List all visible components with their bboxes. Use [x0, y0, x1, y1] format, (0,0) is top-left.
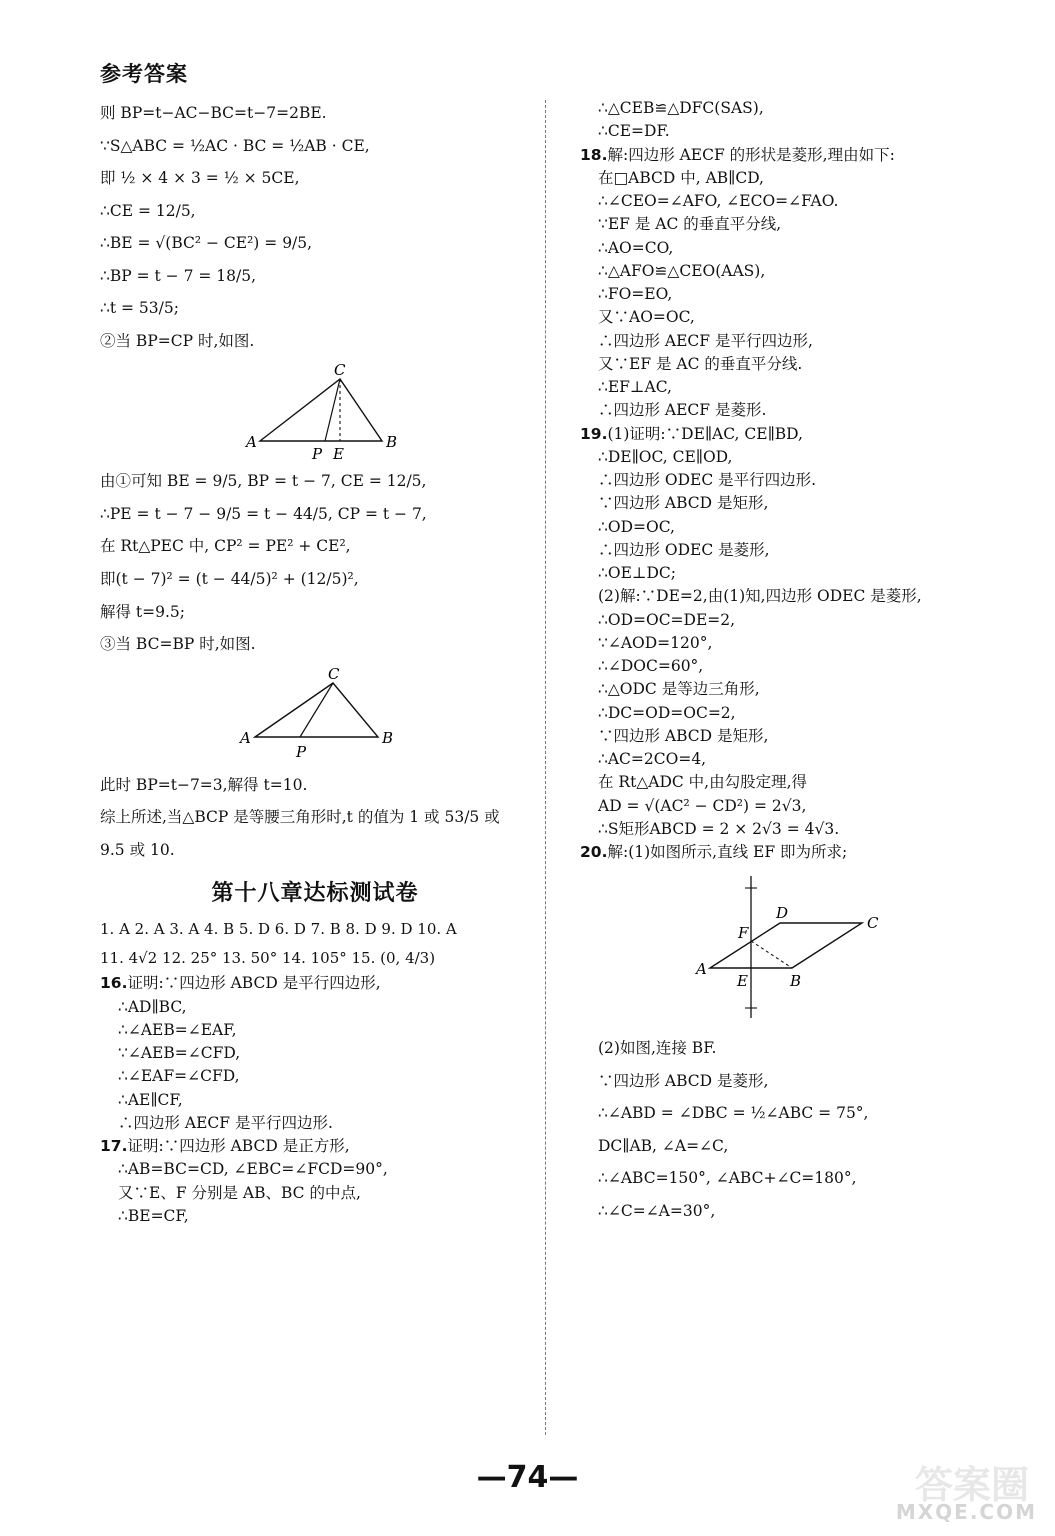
text-line: 即 ½ × 4 × 3 = ½ × 5CE,	[100, 169, 300, 188]
text-line: ∴△CEB≌△DFC(SAS),	[598, 99, 764, 117]
fig3-label-d: D	[776, 904, 789, 923]
text-line: ∵∠AOD=120°,	[598, 633, 713, 652]
triangle-figure-bp-cp	[100, 361, 530, 461]
text-line: ∴∠AEB=∠EAF,	[118, 1020, 237, 1039]
text-line: ∴OD=OC=DE=2,	[598, 610, 736, 629]
text-line: DC∥AB, ∠A=∠C,	[598, 1136, 729, 1155]
text-line: 又∵E、F 分别是 AB、BC 的中点,	[118, 1183, 361, 1202]
question-20	[580, 841, 1020, 1228]
text-line: ∴DC=OD=OC=2,	[598, 703, 736, 722]
text-line: ∴BE=CF,	[118, 1206, 189, 1225]
text-line: 又∵AO=OC,	[598, 308, 695, 327]
fig2-label-p: P	[296, 742, 307, 761]
text-line: ∴BE = √(BC² − CE²) = 9/5,	[100, 234, 313, 253]
text-line: 在 Rt△PEC 中, CP² = PE² + CE²,	[100, 537, 351, 556]
fig2-label-c: C	[328, 664, 340, 683]
text-line: 综上所述,当△BCP 是等腰三角形时,t 的值为 1 或 53/5 或	[100, 808, 500, 827]
question-number: 16.	[100, 974, 128, 993]
section-title: 第十八章达标测试卷	[211, 881, 419, 907]
text-line: ∴∠C=∠A=30°,	[598, 1201, 716, 1220]
text-line: ∴FO=EO,	[598, 285, 673, 303]
answers-row: 1. A 2. A 3. A 4. B 5. D 6. D 7. B 8. D 9. D 10. A	[100, 920, 457, 939]
fig2-label-a: A	[240, 728, 251, 747]
text-line: 9.5 或 10.	[100, 840, 175, 859]
text-line: AD = √(AC² − CD²) = 2√3,	[598, 796, 807, 815]
text-line: 又∵EF 是 AC 的垂直平分线.	[598, 354, 803, 373]
question-18	[580, 144, 1020, 423]
fig3-label-e: E	[737, 972, 748, 991]
text-line: 在 Rt△ADC 中,由勾股定理,得	[598, 773, 808, 792]
watermark-logo	[867, 1454, 1037, 1524]
text-line: 解:四边形 AECF 的形状是菱形,理由如下:	[607, 145, 895, 164]
text-line: ∴∠ABD = ∠DBC = ½∠ABC = 75°,	[598, 1104, 869, 1123]
fig3-label-b: B	[790, 972, 802, 991]
text-line: 证明:∵四边形 ABCD 是平行四边形,	[127, 974, 381, 993]
text-line: ∴AC=2CO=4,	[598, 750, 707, 768]
page-header: 参考答案	[100, 62, 188, 86]
text-line: 此时 BP=t−7=3,解得 t=10.	[100, 775, 308, 794]
text-line: ∴DE∥OC, CE∥OD,	[598, 447, 733, 466]
text-line: ∴四边形 AECF 是平行四边形.	[118, 1113, 333, 1132]
text-line: 解:(1)如图所示,直线 EF 即为所求;	[607, 843, 848, 861]
text-line: 则 BP=t−AC−BC=t−7=2BE.	[100, 104, 327, 122]
question-number: 17.	[100, 1137, 128, 1156]
triangle-figure-bc-bp	[100, 665, 530, 765]
fig1-label-c: C	[334, 361, 346, 380]
column-separator	[545, 100, 546, 1435]
text-line: (1)证明:∵DE∥AC, CE∥BD,	[607, 424, 803, 443]
text-line: ②当 BP=CP 时,如图.	[100, 331, 255, 350]
fig1-label-e: E	[333, 445, 344, 462]
text-line: ∴AO=CO,	[598, 238, 674, 257]
page-number: —74—	[476, 1460, 579, 1495]
text-line: 在□ABCD 中, AB∥CD,	[598, 168, 764, 187]
text-line: ∴AE∥CF,	[118, 1090, 183, 1109]
text-line: ∴OE⊥DC;	[598, 564, 676, 582]
choice-answers	[100, 915, 530, 972]
fig3-label-f: F	[738, 924, 749, 943]
text-line: ∴EF⊥AC,	[598, 378, 672, 396]
text-line: ∵S△ABC = ½AC · BC = ½AB · CE,	[100, 136, 370, 155]
text-line: ∴t = 53/5;	[100, 299, 179, 318]
text-line: ∴四边形 AECF 是平行四边形,	[598, 331, 813, 350]
text-line: ∴∠ABC=150°, ∠ABC+∠C=180°,	[598, 1169, 857, 1188]
text-line: ∴∠DOC=60°,	[598, 657, 704, 675]
watermark-url: MXQE.COM	[895, 1500, 1037, 1524]
text-line: 证明:∵四边形 ABCD 是正方形,	[127, 1137, 350, 1156]
question-number: 18.	[580, 145, 608, 164]
text-line: ∴△AFO≌△CEO(AAS),	[598, 261, 766, 280]
fig3-label-c: C	[867, 914, 879, 933]
text-line: ∴CE = 12/5,	[100, 201, 196, 220]
text-line: ∴四边形 ODEC 是菱形,	[598, 540, 770, 559]
text-line: 由①可知 BE = 9/5, BP = t − 7, CE = 12/5,	[100, 472, 427, 491]
fig3-label-a: A	[696, 960, 707, 979]
text-line: ∴四边形 AECF 是菱形.	[598, 401, 767, 420]
text-line: ∵四边形 ABCD 是矩形,	[598, 726, 769, 745]
text-line: ∴△ODC 是等边三角形,	[598, 680, 760, 699]
text-line: ∴CE=DF.	[598, 122, 670, 141]
left-column	[100, 97, 530, 1228]
fig1-label-p: P	[312, 445, 323, 462]
text-line: (2)解:∵DE=2,由(1)知,四边形 ODEC 是菱形,	[598, 587, 922, 606]
text-line: ∴OD=OC,	[598, 517, 675, 536]
question-16	[100, 972, 530, 1135]
question-number: 19.	[580, 424, 608, 443]
text-line: ∵∠AEB=∠CFD,	[118, 1044, 241, 1063]
fig1-label-a: A	[246, 433, 257, 452]
text-line: ∴∠CEO=∠AFO, ∠ECO=∠FAO.	[598, 192, 839, 210]
text-line: ∵四边形 ABCD 是菱形,	[598, 1071, 769, 1090]
question-number: 20.	[580, 843, 608, 861]
text-line: ∴∠EAF=∠CFD,	[118, 1067, 240, 1086]
text-line: ③当 BC=BP 时,如图.	[100, 635, 256, 654]
question-19	[580, 423, 1020, 842]
text-line: (2)如图,连接 BF.	[598, 1039, 717, 1058]
text-line: ∵四边形 ABCD 是矩形,	[598, 494, 769, 513]
right-column	[580, 97, 1020, 1228]
text-line: ∴AB=BC=CD, ∠EBC=∠FCD=90°,	[118, 1160, 388, 1179]
text-line: 解得 t=9.5;	[100, 602, 186, 621]
question-17	[100, 1135, 530, 1228]
fig2-label-b: B	[382, 728, 394, 747]
text-line: ∴四边形 ODEC 是平行四边形.	[598, 471, 817, 489]
text-line: 即(t − 7)² = (t − 44/5)² + (12/5)²,	[100, 570, 359, 589]
rhombus-figure	[580, 868, 1020, 1028]
text-line: ∴S矩形ABCD = 2 × 2√3 = 4√3.	[598, 819, 840, 838]
watermark-logo-text: 答案圈	[914, 1463, 1029, 1507]
text-line: ∵EF 是 AC 的垂直平分线,	[598, 215, 782, 234]
text-line: ∴PE = t − 7 − 9/5 = t − 44/5, CP = t − 7,	[100, 504, 427, 523]
fig1-label-b: B	[386, 433, 398, 452]
answers-row: 11. 4√2 12. 25° 13. 50° 14. 105° 15. (0, 4/3)	[100, 948, 436, 967]
text-line: ∴AD∥BC,	[118, 997, 187, 1016]
text-line: ∴BP = t − 7 = 18/5,	[100, 266, 257, 285]
